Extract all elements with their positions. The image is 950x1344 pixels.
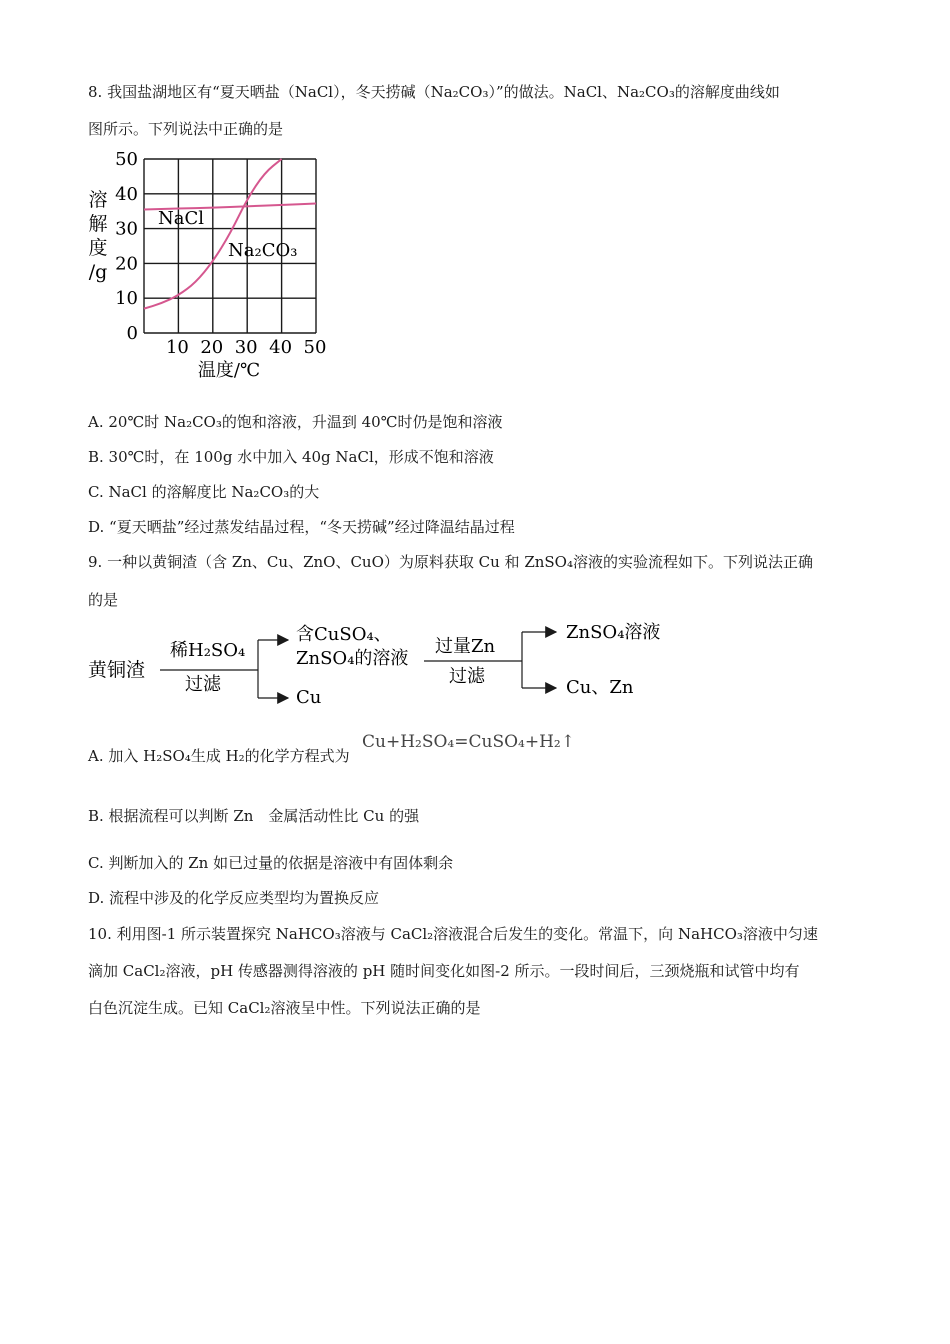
y-axis-label [88,189,107,283]
flow-residue-cu: Cu [296,687,322,708]
flow-filtrate-line1: 含CuSO₄、 [296,624,392,645]
q9-option-b: B. 根据流程可以判断 Zn 金属活动性比 Cu 的强 [88,807,420,825]
x-tick-30: 30 [234,337,258,358]
q9-stem-line2: 的是 [88,591,119,609]
flow-step2-reagent: 过量Zn [435,636,496,657]
chart-curves [144,159,316,309]
q9-option-c: C. 判断加入的 Zn 如已过量的依据是溶液中有固体剩余 [88,854,454,872]
q9-option-d: D. 流程中涉及的化学反应类型均为置换反应 [88,889,380,907]
y-tick-50: 50 [115,149,138,170]
x-tick-10: 10 [165,337,189,358]
q8-option-c: C. NaCl 的溶解度比 Na₂CO₃的大 [88,483,320,501]
q9-stem-line1: 9. 一种以黄铜渣（含 Zn、Cu、ZnO、CuO）为原料获取 Cu 和 ZnSO₄溶液的实验流程如下。下列说法正确 [88,553,813,571]
y-axis-label-char-1: 解 [88,213,108,235]
y-axis-label-char-2: 度 [88,237,108,259]
q10-line2: 滴加 CaCl₂溶液，pH 传感器测得溶液的 pH 随时间变化如图-2 所示。一段时间后，三颈烧瓶和试管中均有 [88,962,800,980]
q8-stem-line1: 8. 我国盐湖地区有“夏天晒盐（NaCl），冬天捞碱（Na₂CO₃）”的做法。NaCl、Na₂CO₃的溶解度曲线如 [88,83,780,101]
flow-step1-reagent: 稀H₂SO₄ [170,640,246,661]
flow-step1-operation: 过滤 [185,674,221,695]
flow-product-solid: Cu、Zn [566,677,634,698]
q8-option-a: A. 20℃时 Na₂CO₃的饱和溶液，升温到 40℃时仍是饱和溶液 [88,413,503,431]
q10-line3: 白色沉淀生成。已知 CaCl₂溶液呈中性。下列说法正确的是 [88,999,481,1017]
q8-option-d: D. “夏天晒盐”经过蒸发结晶过程，“冬天捞碱”经过降温结晶过程 [88,518,515,536]
y-axis-label-char-0: 溶 [88,189,108,211]
q9-option-a: A. 加入 H₂SO₄生成 H₂的化学方程式为 [88,747,350,765]
y-axis-label-char-3: /g [88,261,108,283]
flow-filtrate-line2: ZnSO₄的溶液 [296,648,409,669]
solubility-chart [82,148,342,388]
x-tick-40: 40 [269,337,293,358]
x-tick-50: 50 [303,337,327,358]
flow-product-solution: ZnSO₄溶液 [566,622,661,643]
na2co3-curve-label: Na₂CO₃ [228,240,298,261]
q10-line1: 10. 利用图-1 所示装置探究 NaHCO₃溶液与 CaCl₂溶液混合后发生的变化。常温下，向 NaHCO₃溶液中匀速 [88,925,818,943]
y-tick-10: 10 [115,288,138,310]
q8-stem-line2: 图所示。下列说法中正确的是 [88,120,284,138]
y-tick-30: 30 [115,218,138,240]
q8-option-b: B. 30℃时，在 100g 水中加入 40g NaCl，形成不饱和溶液 [88,448,494,466]
y-tick-20: 20 [115,253,138,275]
x-axis-label: 温度/℃ [197,360,261,381]
y-tick-40: 40 [115,183,138,205]
flow-start-brass-residue: 黄铜渣 [88,659,146,681]
nacl-curve-label: NaCl [158,208,205,229]
q9-option-a-equation: Cu+H₂SO₄=CuSO₄+H₂↑ [362,732,575,752]
y-tick-0: 0 [126,323,138,344]
process-flow-diagram [82,612,702,712]
x-tick-20: 20 [200,337,224,358]
flow-step2-operation: 过滤 [449,666,485,687]
